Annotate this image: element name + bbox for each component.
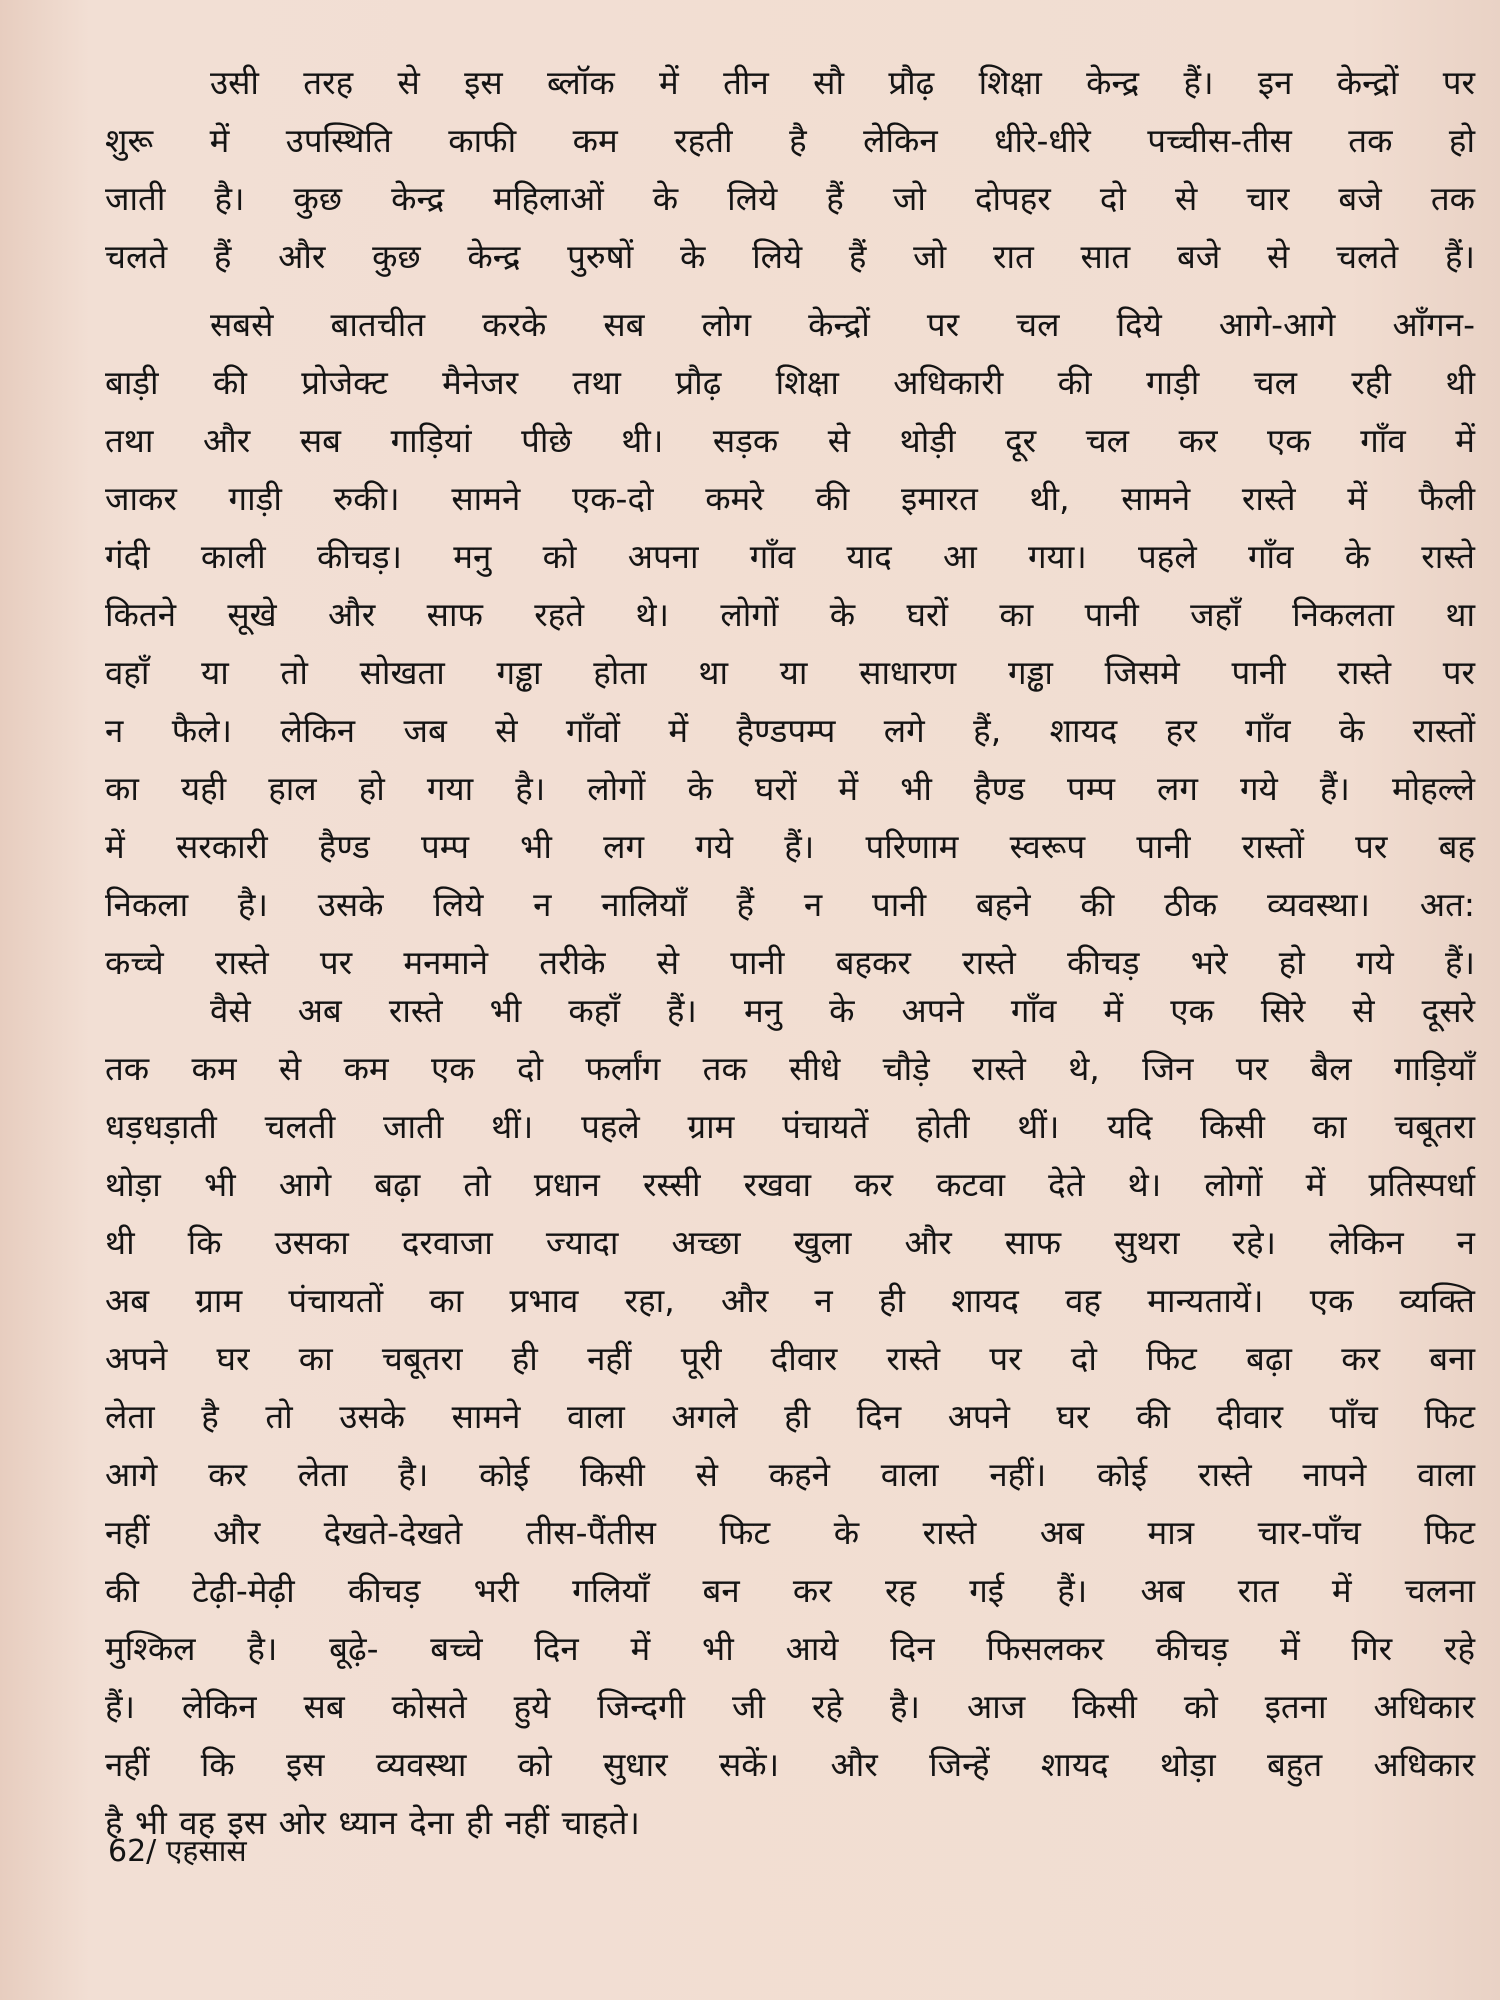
- text-line: जाकर गाड़ी रुकी। सामने एक-दो कमरे की इमारत थी, सामने रास्ते में फैली: [105, 479, 1475, 518]
- text-line: अपने घर का चबूतरा ही नहीं पूरी दीवार रास्ते पर दो फिट बढ़ा कर बना: [105, 1339, 1475, 1378]
- text-line: नहीं कि इस व्यवस्था को सुधार सकें। और जिन्हें शायद थोड़ा बहुत अधिकार: [105, 1745, 1475, 1784]
- text-line: चलते हैं और कुछ केन्द्र पुरुषों के लिये हैं जो रात सात बजे से चलते हैं।: [105, 237, 1475, 276]
- text-line: शुरू में उपस्थिति काफी कम रहती है लेकिन धीरे-धीरे पच्चीस-तीस तक हो: [105, 121, 1475, 160]
- text-line: कच्चे रास्ते पर मनमाने तरीके से पानी बहकर रास्ते कीचड़ भरे हो गये हैं।: [105, 943, 1475, 982]
- text-line: उसी तरह से इस ब्लॉक में तीन सौ प्रौढ़ शिक्षा केन्द्र हैं। इन केन्द्रों पर: [210, 63, 1475, 102]
- paragraph-3: [105, 982, 1475, 1852]
- page-footer: 62/ एहसास: [108, 1834, 247, 1869]
- text-line: निकला है। उसके लिये न नालियाँ हैं न पानी बहने की ठीक व्यवस्था। अत:: [105, 885, 1475, 924]
- text-line: गंदी काली कीचड़। मनु को अपना गाँव याद आ गया। पहले गाँव के रास्ते: [105, 537, 1475, 576]
- text-line: थी कि उसका दरवाजा ज्यादा अच्छा खुला और साफ सुथरा रहे। लेकिन न: [105, 1223, 1475, 1262]
- text-line: न फैले। लेकिन जब से गाँवों में हैण्डपम्प लगे हैं, शायद हर गाँव के रास्तों: [105, 711, 1475, 750]
- text-line: तक कम से कम एक दो फर्लांग तक सीधे चौड़े रास्ते थे, जिन पर बैल गाड़ियाँ: [105, 1049, 1475, 1088]
- text-line: वैसे अब रास्ते भी कहाँ हैं। मनु के अपने गाँव में एक सिरे से दूसरे: [210, 991, 1475, 1030]
- text-line: अब ग्राम पंचायतों का प्रभाव रहा, और न ही शायद वह मान्यतायें। एक व्यक्ति: [105, 1281, 1475, 1320]
- text-line: है भी वह इस ओर ध्यान देना ही नहीं चाहते।: [105, 1803, 640, 1842]
- text-line: मुश्किल है। बूढ़े- बच्चे दिन में भी आये दिन फिसलकर कीचड़ में गिर रहे: [105, 1629, 1475, 1668]
- text-line: कितने सूखे और साफ रहते थे। लोगों के घरों का पानी जहाँ निकलता था: [105, 595, 1475, 634]
- text-line: का यही हाल हो गया है। लोगों के घरों में भी हैण्ड पम्प लग गये हैं। मोहल्ले: [105, 769, 1475, 808]
- text-line: बाड़ी की प्रोजेक्ट मैनेजर तथा प्रौढ़ शिक्षा अधिकारी की गाड़ी चल रही थी: [105, 363, 1475, 402]
- text-line: लेता है तो उसके सामने वाला अगले ही दिन अपने घर की दीवार पाँच फिट: [105, 1397, 1475, 1436]
- text-line: नहीं और देखते-देखते तीस-पैंतीस फिट के रास्ते अब मात्र चार-पाँच फिट: [105, 1513, 1475, 1552]
- paragraph-1: [105, 54, 1475, 286]
- text-line: तथा और सब गाड़ियां पीछे थी। सड़क से थोड़ी दूर चल कर एक गाँव में: [105, 421, 1475, 460]
- text-line: वहाँ या तो सोखता गड्ढा होता था या साधारण गड्ढा जिसमे पानी रास्ते पर: [105, 653, 1475, 692]
- text-line: सबसे बातचीत करके सब लोग केन्द्रों पर चल दिये आगे-आगे आँगन-: [210, 305, 1475, 344]
- text-line: धड़धड़ाती चलती जाती थीं। पहले ग्राम पंचायतें होती थीं। यदि किसी का चबूतरा: [105, 1107, 1475, 1146]
- text-line: आगे कर लेता है। कोई किसी से कहने वाला नहीं। कोई रास्ते नापने वाला: [105, 1455, 1475, 1494]
- text-line: जाती है। कुछ केन्द्र महिलाओं के लिये हैं जो दोपहर दो से चार बजे तक: [105, 179, 1475, 218]
- paragraph-2: [105, 296, 1475, 992]
- text-line: हैं। लेकिन सब कोसते हुये जिन्दगी जी रहे है। आज किसी को इतना अधिकार: [105, 1687, 1475, 1726]
- text-line: की टेढ़ी-मेढ़ी कीचड़ भरी गलियाँ बन कर रह गई हैं। अब रात में चलना: [105, 1571, 1475, 1610]
- text-line: में सरकारी हैण्ड पम्प भी लग गये हैं। परिणाम स्वरूप पानी रास्तों पर बह: [105, 827, 1475, 866]
- text-line: थोड़ा भी आगे बढ़ा तो प्रधान रस्सी रखवा कर कटवा देते थे। लोगों में प्रतिस्पर्धा: [105, 1165, 1475, 1204]
